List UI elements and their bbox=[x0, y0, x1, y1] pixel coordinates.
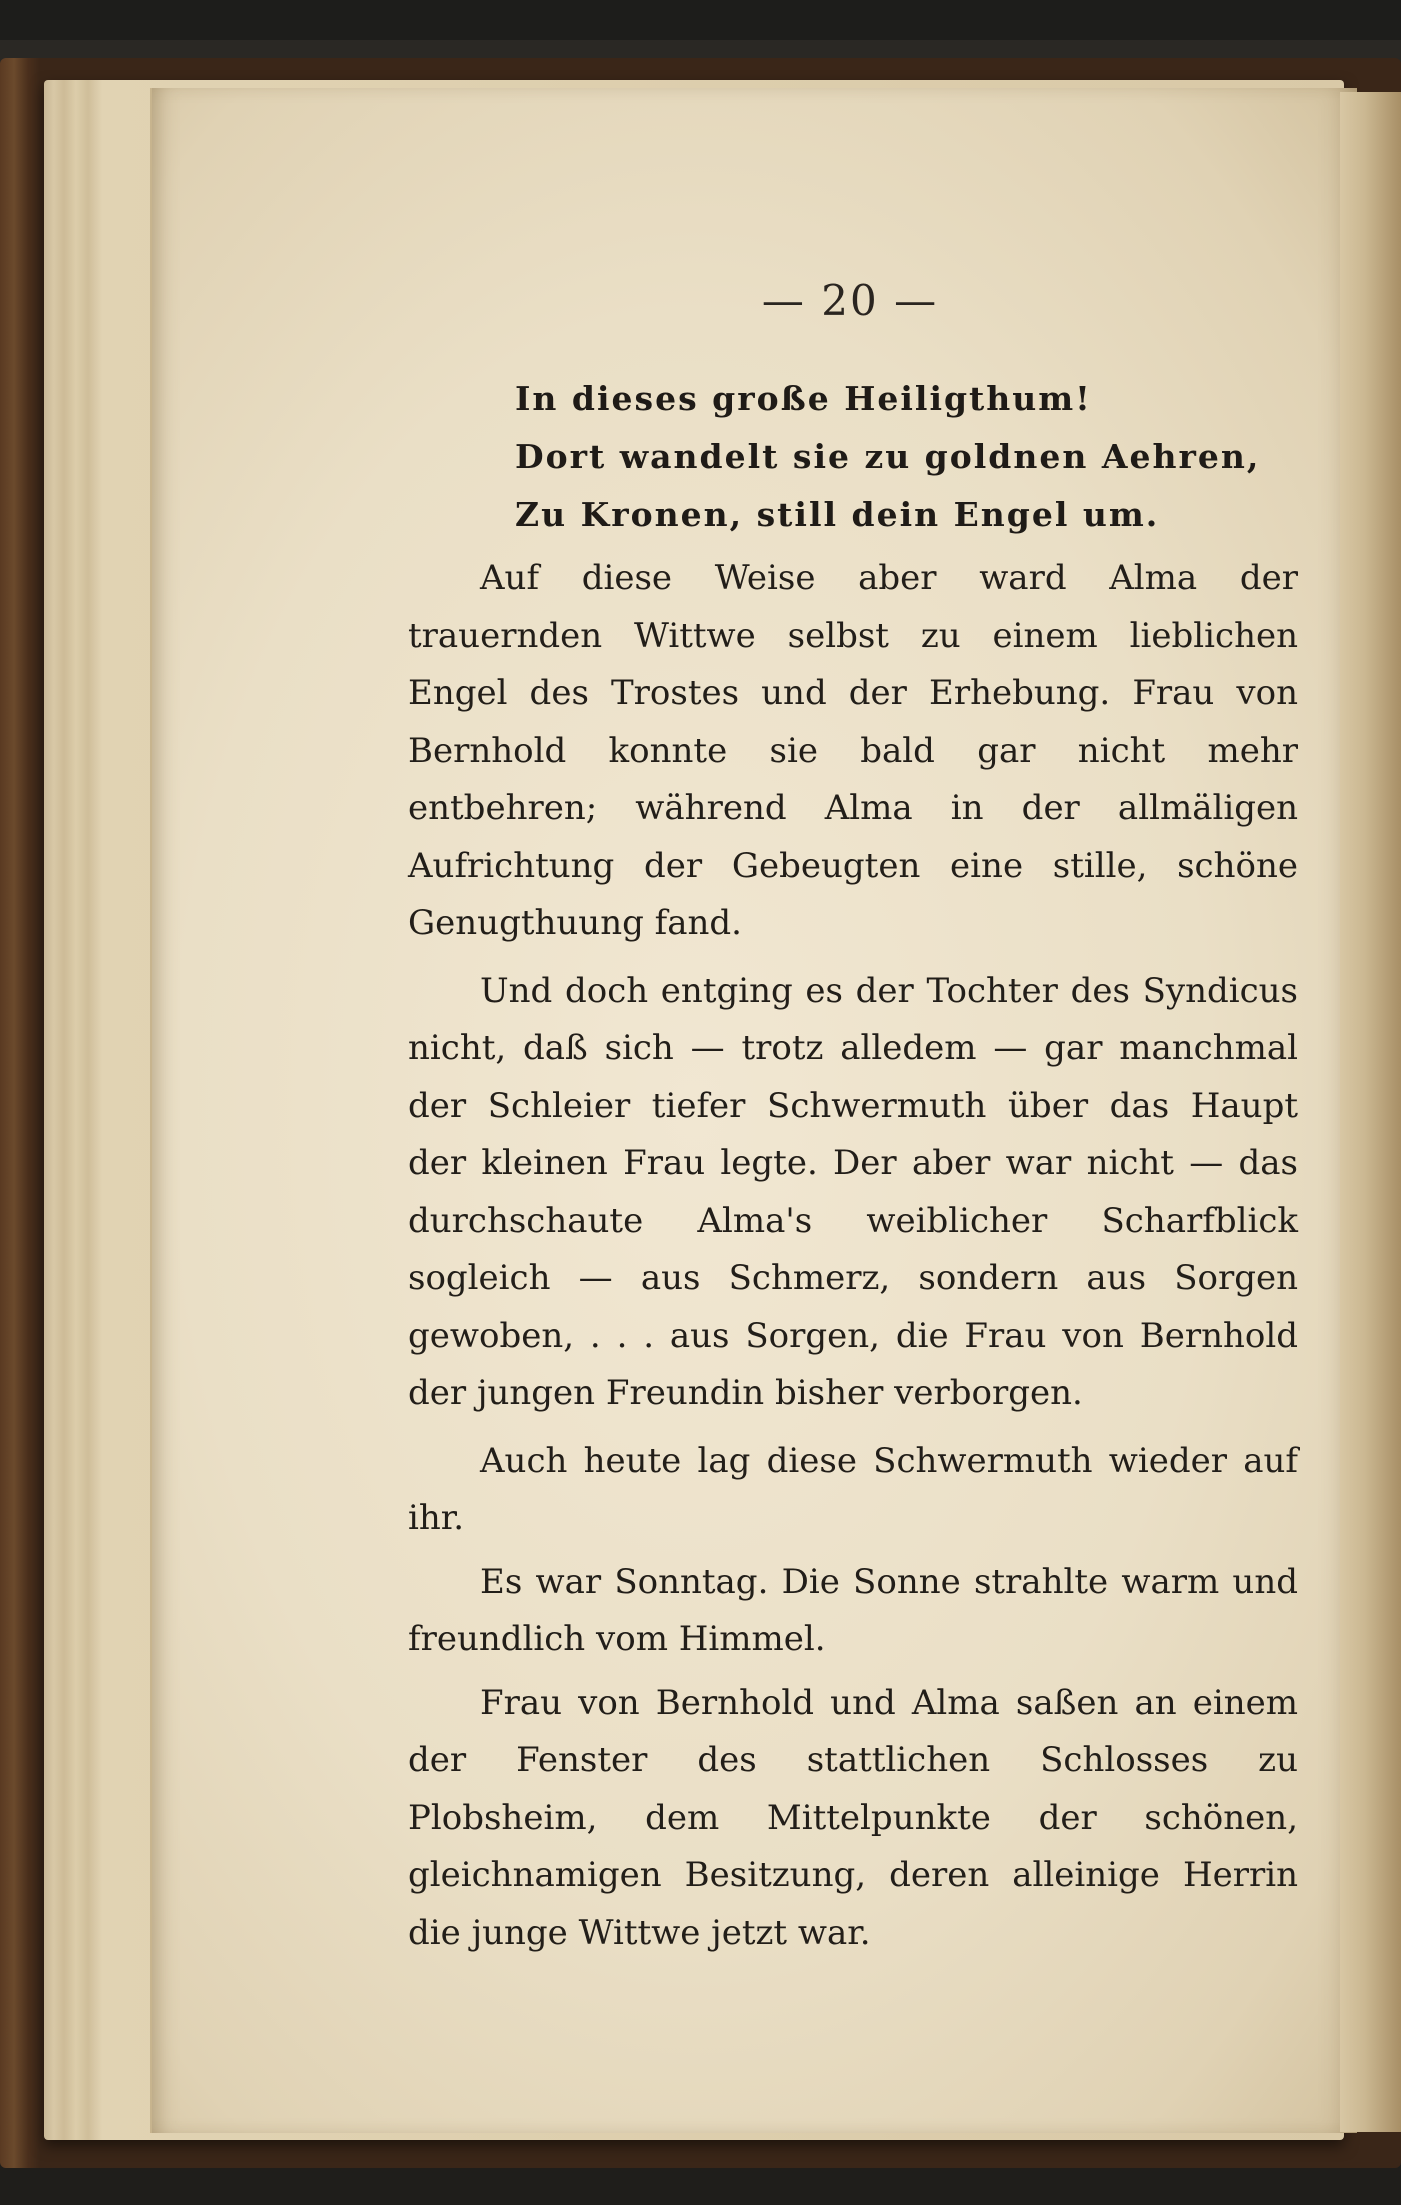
facing-page-edge bbox=[1340, 92, 1401, 2132]
paragraph: Auch heute lag diese Schwermuth wieder auf ihr. bbox=[408, 1440, 1298, 1538]
poem-line: Dort wandelt sie zu goldnen Aehren, bbox=[515, 437, 1261, 476]
page-number: — 20 — bbox=[761, 276, 939, 325]
paragraph: Auf diese Weise aber ward Alma der trauernden Wittwe selbst zu einem lieblichen Engel des Trostes und der Erhebung. Frau von Bernhold konnte sie bald gar nicht mehr entbehren; während Alma in der allmäligen Aufrichtung der Gebeugten eine stille, schöne Genugthuung fand. bbox=[408, 558, 1298, 943]
body-text bbox=[408, 550, 1298, 1972]
paragraph: Und doch entging es der Tochter des Syndicus nicht, daß sich — trotz alledem — gar manchmal der Schleier tiefer Schwermuth über das Haupt der kleinen Frau legte. Der aber war nicht — das durchschaute Alma's weiblicher Scharfblick sogleich — aus Schmerz, sondern aus Sorgen gewoben, . . . aus Sorgen, die Frau von Bernhold der jungen Freundin bisher verborgen. bbox=[408, 970, 1298, 1413]
poem-line: In dieses große Heiligthum! bbox=[515, 379, 1092, 418]
paragraph: Es war Sonntag. Die Sonne strahlte warm und freundlich vom Himmel. bbox=[408, 1561, 1298, 1659]
poem-stanza bbox=[515, 370, 1261, 544]
poem-line: Zu Kronen, still dein Engel um. bbox=[515, 495, 1160, 534]
paragraph: Frau von Bernhold und Alma saßen an einem der Fenster des stattlichen Schlosses zu Plobsheim, dem Mittelpunkte der schönen, gleichnamigen Besitzung, deren alleinige Herrin die junge Wittwe jetzt war. bbox=[408, 1682, 1298, 1953]
